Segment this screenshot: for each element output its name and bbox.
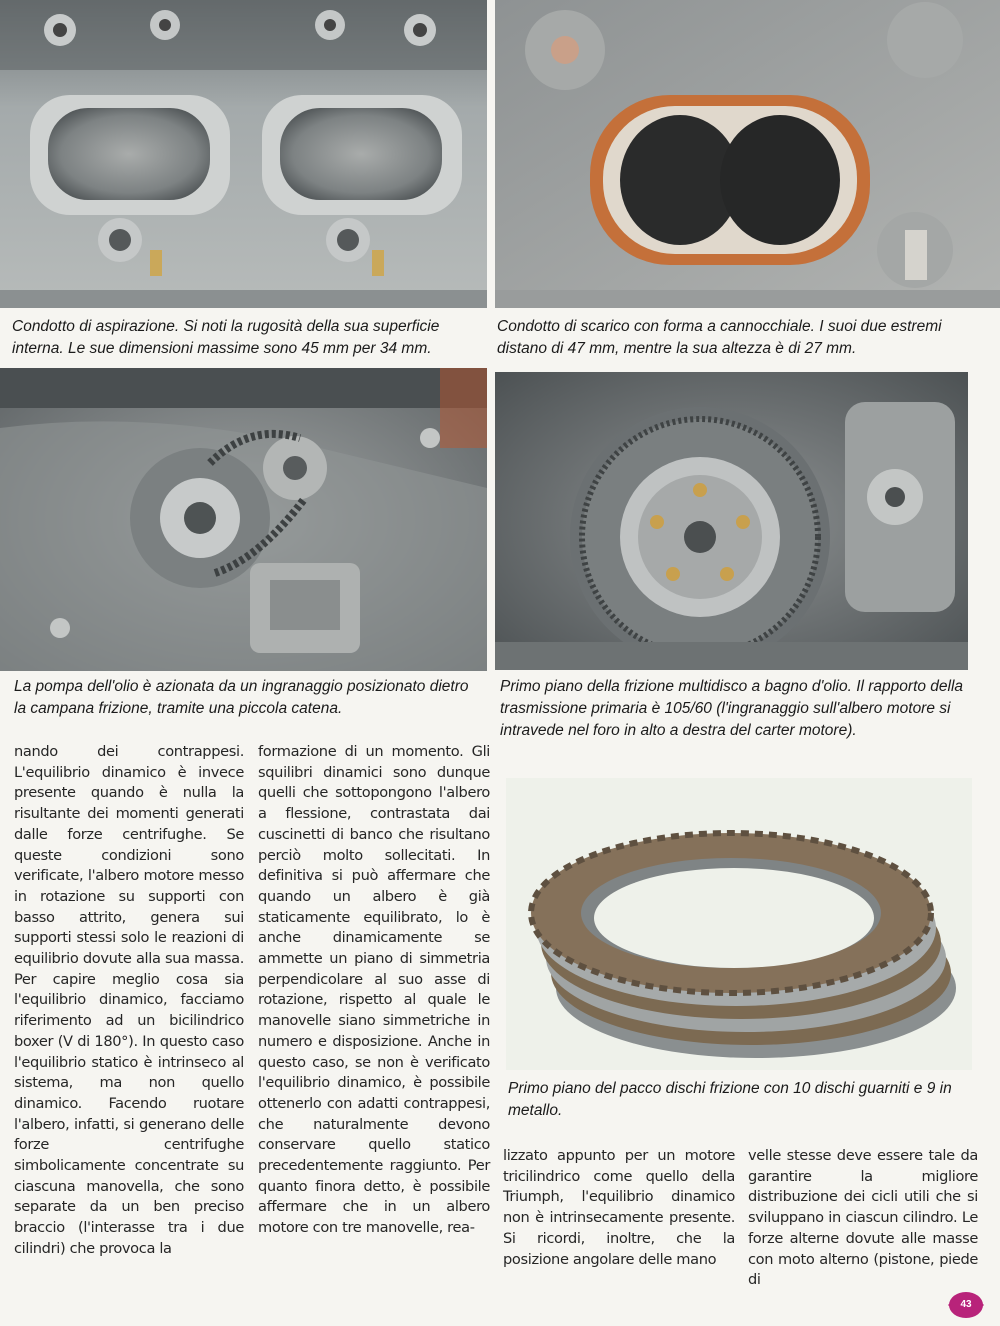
- exhaust-port-photo: [495, 0, 1000, 308]
- clutch-caption: Primo piano della frizione multidisco a bagno d'olio. Il rapporto della trasmissione primaria è 105/60 (l'ingranaggio sull'albero motore si intravede nel foro in alto a destra del carter motore).: [500, 678, 964, 739]
- exhaust-port-caption: Condotto di scarico con forma a cannocchiale. I suoi due estremi distano di 47 mm, mentre la sua altezza è di 27 mm.: [497, 318, 942, 357]
- body-text-column-1: nando dei contrappesi. L'equilibrio dinamico è invece presente quando è nulla la risultante dei momenti generati dalle forze centrifughe. Se queste condizioni sono verificate, l'albero motore messo in rotazione su supporti con basso attrito, genera sui supporti stessi solo le reazioni di equilibrio dovute alla sua massa. Per capire meglio cosa sia l'equilibrio dinamico, facciamo riferimento ad un bicilindrico boxer (V di 180°). In questo caso l'equilibrio statico è intrinseco al sistema, ma non quello dinamico. Facendo ruotare l'albero, infatti, si generano delle forze centrifughe simbolicamente concentrate su ciascuna manovella, che sono separate da un ben preciso braccio (l'interasse tra i due cilindri) che provoca la: [14, 743, 244, 1257]
- page-number: 43: [960, 1299, 972, 1310]
- intake-port-caption: Condotto di aspirazione. Si noti la rugosità della sua superficie interna. Le sue dimensioni massime sono 45 mm per 34 mm.: [12, 318, 440, 357]
- body-text-column-3: lizzato appunto per un motore tricilindrico come quello della Triumph, l'equilibrio dinamico non è intrinsecamente presente. Si ricordi, inoltre, che la posizione angolare delle mano: [503, 1147, 735, 1268]
- clutch-discs-photo: [506, 778, 972, 1070]
- oil-pump-photo: [0, 368, 487, 671]
- intake-port-photo: [0, 0, 487, 308]
- clutch-discs-caption: Primo piano del pacco dischi frizione con 10 dischi guarniti e 9 in metallo.: [508, 1080, 952, 1119]
- clutch-photo: [495, 372, 968, 670]
- body-text-column-2: formazione di un momento. Gli squilibri dinamici sono dunque quelli che sottopongono l'albero a flessione, contrastata dai cuscinetti di banco che risultano perciò molto sollecitati. In definitiva si può affermare che quando un albero è già staticamente equilibrato, lo è anche dinamicamente se ammette un piano di simmetria perpendicolare al suo asse di rotazione, rispetto al quale le manovelle siano simmetriche in numero e disposizione. Anche in questo caso, se non è verificato l'equilibrio dinamico, è possibile ottenerlo con adatti contrappesi, che naturalmente devono conservare quello statico precedentemente raggiunto. Per quanto finora detto, è possibile affermare che in un albero motore con tre manovelle, rea-: [258, 743, 490, 1237]
- oil-pump-caption: La pompa dell'olio è azionata da un ingranaggio posizionato dietro la campana frizione, tramite una piccola catena.: [14, 678, 469, 717]
- page-number-badge: [946, 1290, 986, 1320]
- body-text-column-4: velle stesse deve essere tale da garantire la migliore distribuzione dei cicli utili che si sviluppano in ciascun cilindro. Le forze alterne dovute alle masse con moto alterno (pistone, piede di: [748, 1147, 978, 1289]
